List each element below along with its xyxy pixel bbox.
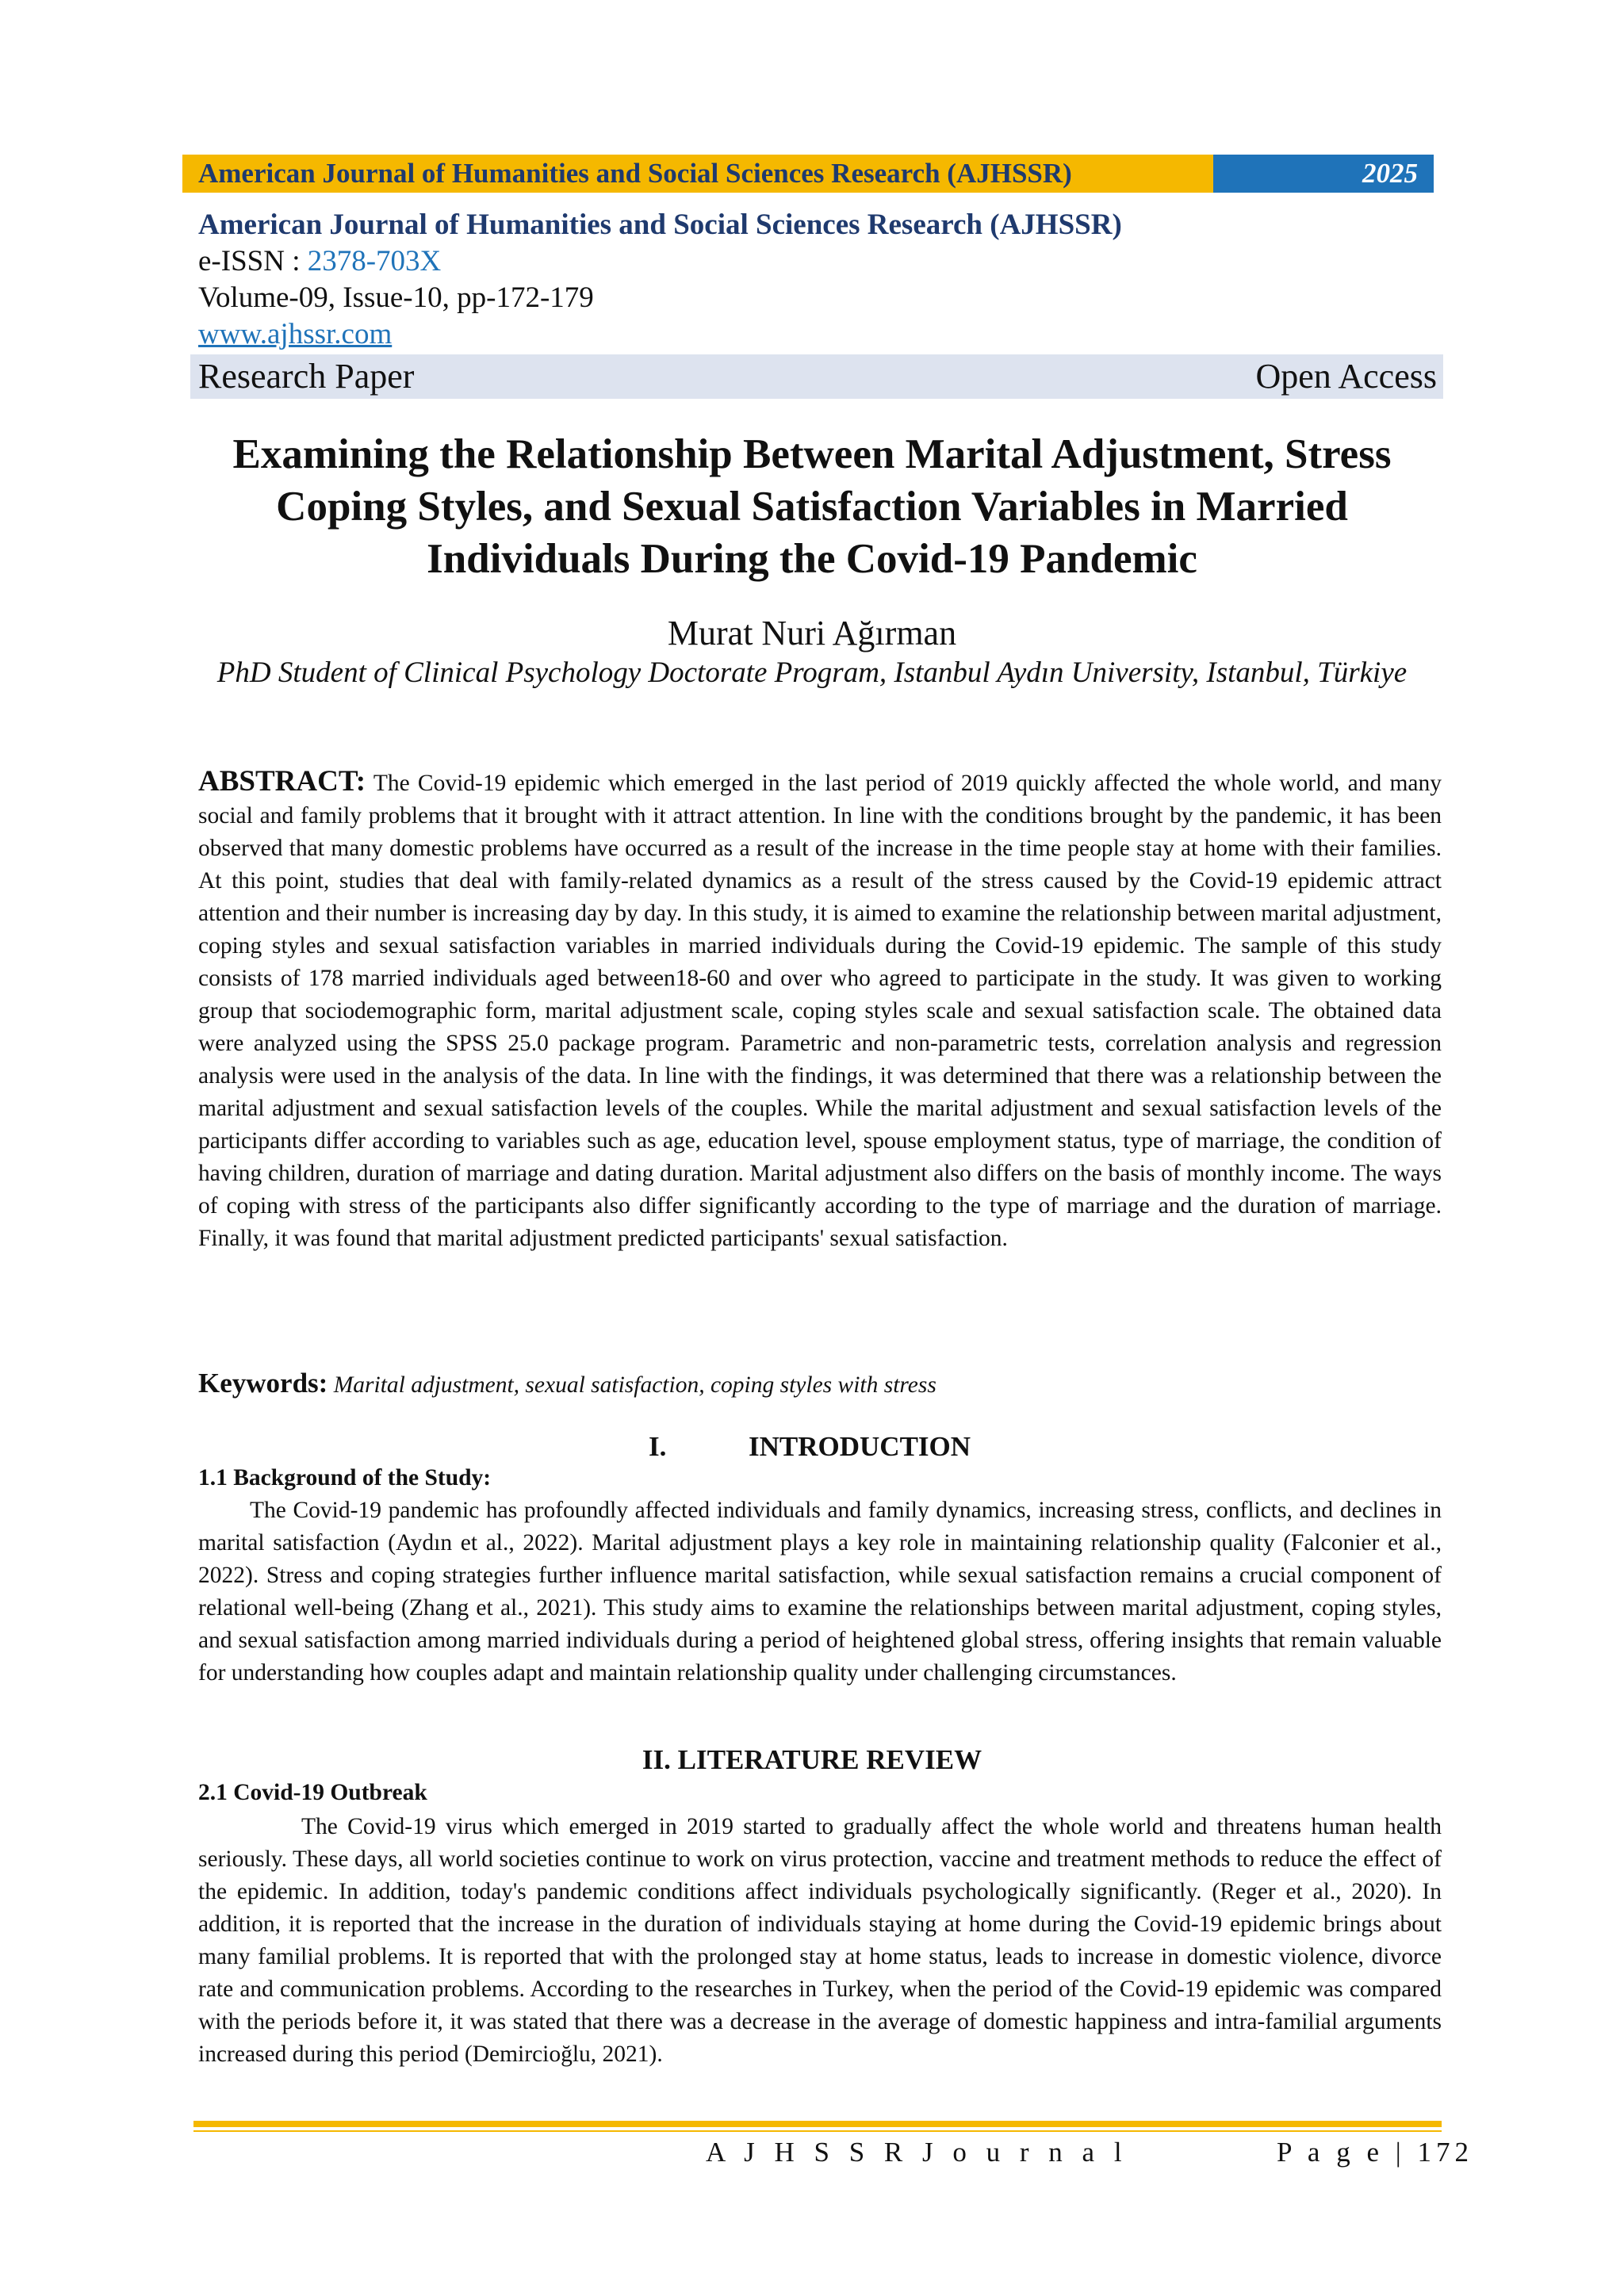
journal-name: American Journal of Humanities and Social Sciences Research (AJHSSR) (198, 209, 1122, 241)
abstract-text: The Covid-19 epidemic which emerged in the last period of 2019 quickly affected the whole world, and many social and family problems that it brought with it attract attention. In line with the conditions brought by the pandemic, it has been observed that many domestic problems have occurred as a result of the increase in the time people stay at home with their families. At this point, studies that deal with family-related dynamics as a result of the stress caused by the Covid-19 epidemic attract attention and their number is increasing day by day. In this study, it is aimed to examine the relationship between marital adjustment, coping styles and sexual satisfaction variables in married individuals during the Covid-19 epidemic. The sample of this study consists of 178 married individuals aged between18-60 and over who agreed to participate in the study. It was given to working group that sociodemographic form, marital adjustment scale, coping styles scale and sexual satisfaction scale. The obtained data were analyzed using the SPSS 25.0 package program. Parametric and non-parametric tests, correlation analysis and regression analysis were used in the analysis of the data. In line with the findings, it was determined that there was a relationship between the marital adjustment and sexual satisfaction levels of the couples. While the marital adjustment and sexual satisfaction levels of the participants differ according to variables such as age, education level, spouse employment status, type of marriage, the condition of having children, duration of marriage and dating duration. Marital adjustment also differs on the basis of monthly income. The ways of coping with stress of the participants also differ significantly according to the type of marriage and the duration of marriage. Finally, it was found that marital adjustment predicted participants' sexual satisfaction. (198, 771, 1442, 1251)
author-affiliation: PhD Student of Clinical Psychology Doctorate Program, Istanbul Aydın University, Istanbul, Türkiye (216, 656, 1408, 689)
website-url[interactable]: www.ajhssr.com (198, 318, 393, 350)
footer-rule-thin (193, 2130, 1442, 2132)
author-name: Murat Nuri Ağırman (667, 614, 957, 652)
paper-title: Examining the Relationship Between Marital Adjustment, Stress Coping Styles, and Sexual Satisfaction Variables in Married Individuals During the Covid-19 Pandemic (232, 431, 1392, 582)
paper-type-bar (190, 354, 1443, 399)
website-link[interactable] (198, 317, 392, 351)
journal-banner (182, 155, 1434, 193)
section-number-intro: I. (649, 1431, 667, 1462)
keywords (198, 1368, 936, 1399)
keywords-text: Marital adjustment, sexual satisfaction, coping styles with stress (333, 1372, 936, 1398)
footer-journal: A J H S S R J o u r n a l (706, 2137, 1128, 2168)
paper-type: Research Paper (198, 357, 415, 396)
subsection-heading-2-1: 2.1 Covid-19 Outbreak (198, 1780, 427, 1805)
abstract (198, 765, 1442, 1255)
footer-page-number: P a g e | 172 (1277, 2137, 1473, 2168)
volume-line: Volume-09, Issue-10, pp-172-179 (198, 281, 594, 314)
banner-journal-name: American Journal of Humanities and Social Sciences Research (AJHSSR) (182, 155, 1213, 193)
section-title-literature: II. LITERATURE REVIEW (642, 1744, 982, 1775)
banner-year: 2025 (1213, 155, 1434, 193)
abstract-label: ABSTRACT: (198, 765, 366, 798)
access-label: Open Access (1255, 357, 1437, 396)
keywords-label: Keywords: (198, 1368, 328, 1399)
eissn-value: 2378-703X (307, 245, 442, 277)
subsection-heading-1-1: 1.1 Background of the Study: (198, 1465, 492, 1490)
eissn-line (198, 244, 441, 278)
paragraph-background: The Covid-19 pandemic has profoundly affected individuals and family dynamics, increasing stress, conflicts, and declines in marital satisfaction (Aydın et al., 2022). Marital adjustment plays a key role in maintaining relationship quality (Falconier et al., 2022). Stress and coping strategies further influence marital satisfaction, while sexual satisfaction remains a crucial component of relational well-being (Zhang et al., 2021). This study aims to examine the relationships between marital adjustment, coping styles, and sexual satisfaction among married individuals during a period of heightened global stress, offering insights that remain valuable for understanding how couples adapt and maintain relationship quality under challenging circumstances. (198, 1498, 1442, 1686)
eissn-label: e-ISSN : (198, 245, 308, 277)
section-title-intro: INTRODUCTION (749, 1431, 971, 1462)
paragraph-covid-outbreak: The Covid-19 virus which emerged in 2019 started to gradually affect the whole world and threatens human health seriously. These days, all world societies continue to work on virus protection, vaccine and treatment methods to reduce the effect of the epidemic. In addition, today's pandemic conditions affect individuals psychologically significantly. (Reger et al., 2020). In addition, it is reported that the increase in the duration of individuals staying at home during the Covid-19 epidemic brings about many familial problems. It is reported that with the prolonged stay at home status, leads to increase in domestic violence, divorce rate and communication problems. According to the researches in Turkey, when the period of the Covid-19 epidemic was compared with the periods before it, it was stated that there was a decrease in the average of domestic happiness and intra-familial arguments increased during this period (Demircioğlu, 2021). (198, 1814, 1442, 2067)
footer-rule (193, 2121, 1442, 2127)
